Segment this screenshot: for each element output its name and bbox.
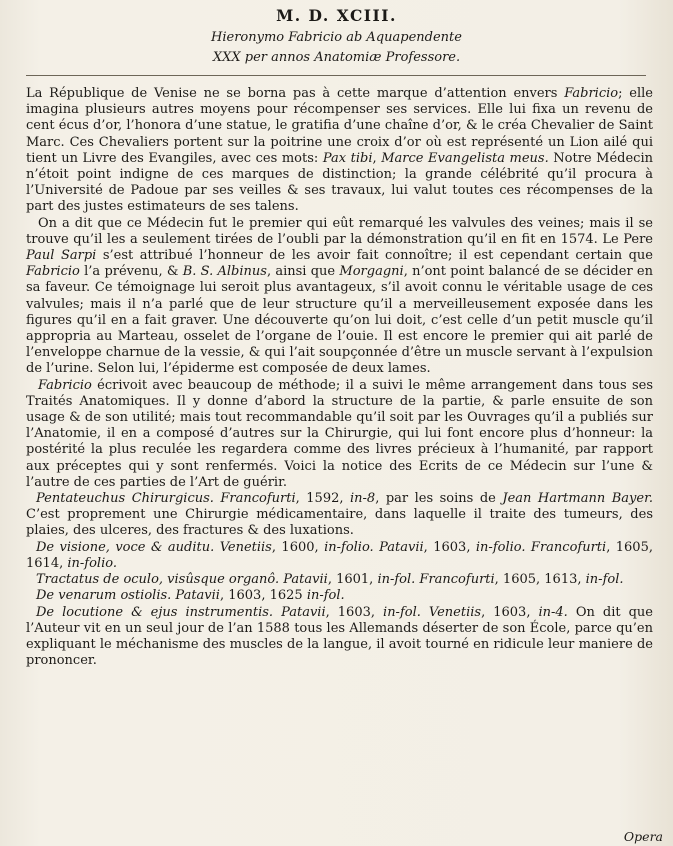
page-subtitle-line1: Hieronymo Fabricio ab Aquapendente: [211, 30, 462, 45]
bibliography-entry-4: De venarum ostiolis. Patavii, 1603, 1625 in-fol.: [36, 588, 345, 604]
heading-rule: [26, 75, 646, 76]
paragraph-3: Fabricio écrivoit avec beaucoup de méthode; il a suivi le même arrangement dans tous ses Traités Anatomiques. Il y donne d’abord la structure de la partie, & parle ensuite de son usage & de son utilité; mais tout recommandable qu’il soit par les Ouvrages qu’il a publiés sur l’Anatomie, il en a composé d’autres sur la Chirurgie, qui lui font encore plus d’honneur: la postérité la plus reculée les regardera comme des livres précieux à l’humanité, par rapport aux préceptes qui y sont renfermés. Voici la notice des Ecrits de ce Médecin sur l’une & l’autre de ces parties de l’Art de guérir.: [26, 377, 653, 490]
catchword: Opera: [623, 829, 663, 844]
paragraph-2: On a dit que ce Médecin fut le premier qui eût remarqué les valvules des veines; mais il se trouve qu’il les a seulement tirées de l’oubli par la démonstration qu’il en fit en 1574. Le Pere Paul Sarpi s’est attribué l’honneur de les avoir fait connoître; il est cependant certain que Fabricio l’a prévenu, & B. S. Albinus, ainsi que Morgagni, n’ont point balancé de se décider en sa faveur. Ce témoignage lui seroit plus avantageux, s’il avoit connu le véritable usage de ces valvules; mais il n’a parlé que de leur structure qu’il a merveilleusement exposée dans les figures qu’il en a fait graver. Une découverte qu’on lui doit, c’est celle d’un petit muscle qu’il appropria au Marteau, osselet de l’organe de l’ouie. Il est encore le premier qui ait parlé de l’enveloppe charnue de la vessie, & qui l’ait soupçonnée d’être un muscle servant à l’expulsion de l’urine. Selon lui, l’épiderme est composée de deux lames.: [26, 215, 653, 377]
page-heading-year: M. D. XCIII.: [276, 6, 397, 25]
bibliography-entry-5: De locutione & ejus instrumentis. Patavii, 1603, in-fol. Venetiis, 1603, in-4. On dit que l’Auteur vit en un seul jour de l’an 1588 tous les Allemands déserter de son École, parce qu’en expliquant le méchanisme des muscles de la langue, il avoit tourné en ridicule leur maniere de prononcer.: [26, 604, 653, 669]
bibliography-entry-1: Pentateuchus Chirurgicus. Francofurti, 1592, in-8, par les soins de Jean Hartmann Bayer. C’est proprement une Chirurgie médicamentaire, dans laquelle il traite des tumeurs, des plaies, des ulceres, des fractures & des luxations.: [26, 491, 653, 539]
bibliography-entry-2: De visione, voce & auditu. Venetiis, 1600, in-folio. Patavii, 1603, in-folio. Francofurti, 1605, 1614, in-folio.: [26, 539, 653, 571]
page-subtitle-line2: XXX per annos Anatomiæ Professore.: [212, 50, 461, 65]
bibliography-entry-3: Tractatus de oculo, visûsque organô. Patavii, 1601, in-fol. Francofurti, 1605, 1613, in-fol.: [36, 572, 624, 588]
paragraph-1: La République de Venise ne se borna pas à cette marque d’attention envers Fabricio; elle imagina plusieurs autres moyens pour récompenser ses services. Elle lui fixa un revenu de cent écus d’or, l’honora d’une statue, le gratifia d’une chaîne d’or, & le créa Chevalier de Saint Marc. Ces Chevaliers portent sur la poitrine une croix d’or où est représenté un Lion ailé qui tient un Livre des Evangiles, avec ces mots: Pax tibi, Marce Evangelista meus. Notre Médecin n’étoit point indigne de ces marques de distinction; la grande célébrité qu’il procura à l’Université de Padoue par ses veilles & ses travaux, lui valut toutes ces récompenses de la part des justes estimateurs de ses talens.: [26, 86, 653, 215]
main-text: [26, 86, 653, 669]
